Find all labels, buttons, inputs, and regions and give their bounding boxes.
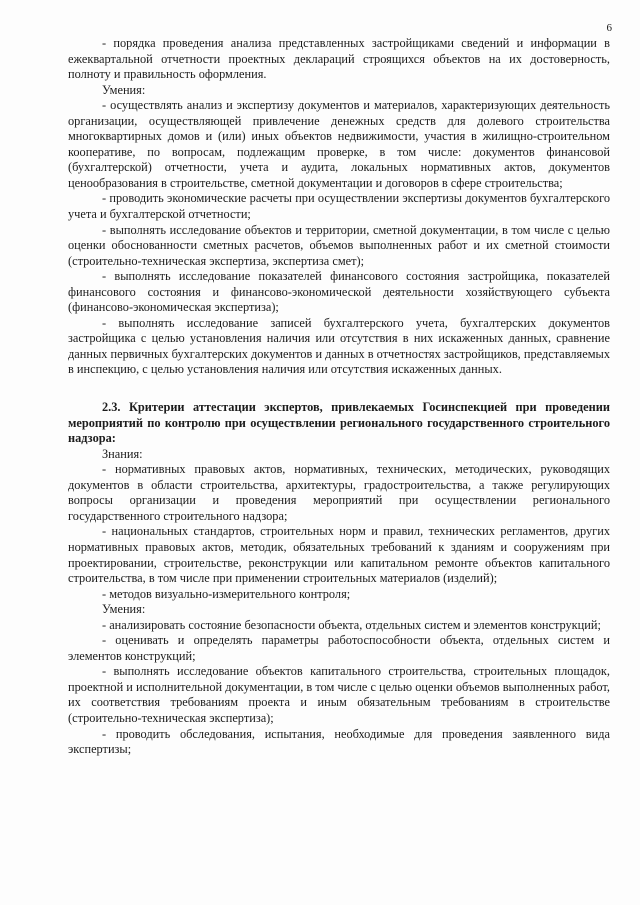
paragraph: - выполнять исследование записей бухгалтерского учета, бухгалтерских документов застройщика с целью установления наличия или отсутствия в них искаженных данных, сравнение данных первичных бухгалтерских документов и данных в отчетностях застройщиков, представляемых в инспекцию, с целью установления наличия или отсутствия искаженных данных. xyxy=(68,315,610,377)
section-heading: 2.3. Критерии аттестации экспертов, привлекаемых Госинспекцией при проведении мероприятий по контролю при осуществлении регионального государственного строительного надзора: xyxy=(68,400,610,446)
page-number: 6 xyxy=(606,22,612,34)
paragraph: - национальных стандартов, строительных норм и правил, технических регламентов, других нормативных правовых актов, методик, обязательных требований к зданиям и сооружениям при проектировании, строительстве, реконструкции или капитальном ремонте объектов капитального строительства, в том числе при применении строительных материалов (изделий); xyxy=(68,524,610,586)
paragraph: - осуществлять анализ и экспертизу документов и материалов, характеризующих деятельность организации, осуществляющей привлечение денежных средств для долевого строительства многоквартирных домов и (или) иных объектов недвижимости, участия в жилищно-строительном кооперативе, по вопросам, подлежащим проверке, в том числе: документов финансовой (бухгалтерской) отчетности, учета и аудита, локальных нормативных актов, документов ценообразования в строительстве, сметной документации и договоров в сфере строительства; xyxy=(68,98,610,190)
paragraph: - проводить экономические расчеты при осуществлении экспертизы документов бухгалтерского учета и бухгалтерской отчетности; xyxy=(68,191,610,222)
paragraph: - выполнять исследование показателей финансового состояния застройщика, показателей финансового состояния и финансово-экономической деятельности хозяйствующего субъекта (финансово-экономическая экспертиза); xyxy=(68,269,610,315)
knowledge-label: Знания: xyxy=(102,446,143,461)
document-body xyxy=(68,36,610,758)
paragraph: - оценивать и определять параметры работоспособности объекта, отдельных систем и элементов конструкций; xyxy=(68,633,610,663)
paragraph: - порядка проведения анализа представленных застройщиками сведений и информации в ежеквартальной отчетности проектных деклараций строящихся объектов на их достоверность, полноту и правильность оформления. xyxy=(68,36,610,82)
skills-label: Умения: xyxy=(102,602,146,617)
paragraph: - методов визуально-измерительного контроля; xyxy=(102,586,351,601)
paragraph: - анализировать состояние безопасности объекта, отдельных систем и элементов конструкций; xyxy=(102,617,601,632)
skills-label: Умения: xyxy=(102,82,146,97)
paragraph: - проводить обследования, испытания, необходимые для проведения заявленного вида экспертизы; xyxy=(68,726,610,757)
paragraph: - нормативных правовых актов, нормативных, технических, методических, руководящих документов в области строительства, архитектуры, градостроительства, а также регулирующих вопросы организации и проведения мероприятий при осуществлении регионального государственного строительного надзора; xyxy=(68,462,610,523)
paragraph: - выполнять исследование объектов капитального строительства, строительных площадок, проектной и исполнительной документации, в том числе с целью оценки объемов выполненных работ, их соответствия требованиям проекта и иным обязательным требованиям в строительстве (строительно-техническая экспертиза); xyxy=(68,664,610,725)
paragraph: - выполнять исследование объектов и территории, сметной документации, в том числе с целью оценки обоснованности сметных расчетов, объемов выполненных работ и их сметной стоимости (строительно-техническая экспертиза, экспертиза смет); xyxy=(68,222,610,268)
